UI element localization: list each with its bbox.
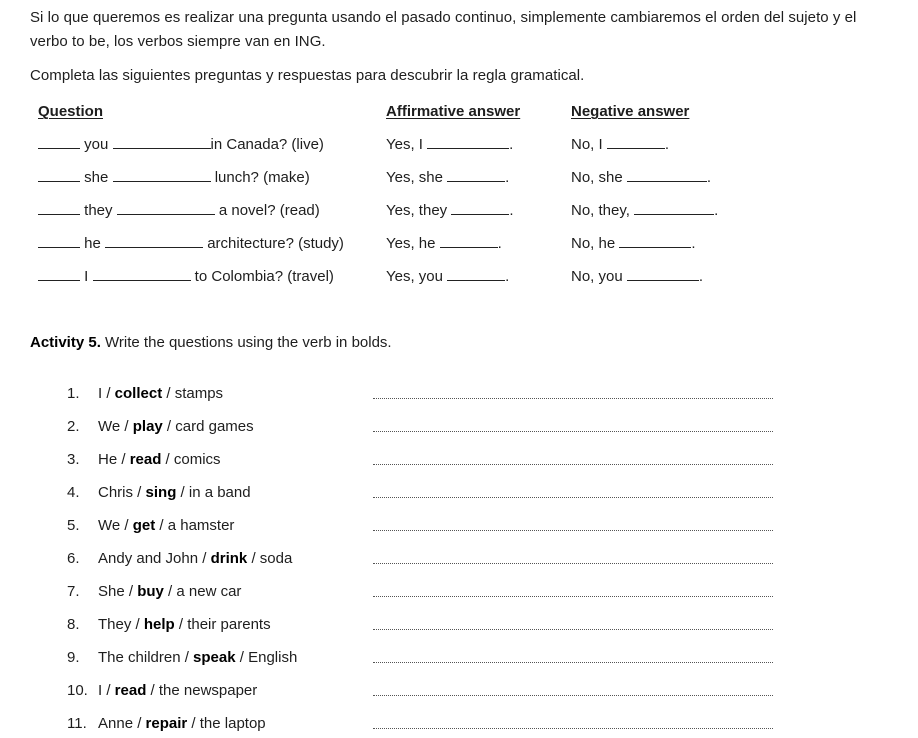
item-object: / English — [235, 649, 298, 666]
activity-instruction: Write the questions using the verb in bolds. — [100, 334, 392, 351]
activity-item — [67, 713, 266, 735]
activity-item — [67, 383, 223, 405]
answer-line[interactable] — [373, 464, 773, 465]
item-verb: read — [129, 451, 162, 468]
intro-paragraph: Si lo que queremos es realizar una pregunta usando el pasado continuo, simplemente cambiaremos el orden del sujeto y el verbo to be, los verbos siempre van en ING. — [30, 9, 857, 50]
item-verb: speak — [193, 649, 236, 666]
item-object: / comics — [161, 451, 221, 468]
period: . — [505, 169, 510, 186]
activity-label: Activity 5. — [30, 334, 101, 351]
question-rest: lunch? (make) — [210, 169, 310, 186]
item-verb: repair — [145, 715, 188, 732]
negative-blank[interactable] — [627, 167, 707, 182]
item-object: / stamps — [162, 385, 224, 402]
question-rest: a novel? (read) — [214, 202, 320, 219]
affirmative-answer — [386, 200, 514, 221]
verb-blank[interactable] — [113, 167, 211, 182]
question-row — [38, 167, 310, 188]
answer-line[interactable] — [373, 398, 773, 399]
negative-prefix: No, I — [571, 136, 607, 153]
answer-line[interactable] — [373, 695, 773, 696]
answer-line[interactable] — [373, 431, 773, 432]
negative-answer — [571, 134, 669, 155]
item-object: / the newspaper — [146, 682, 258, 699]
period: . — [698, 268, 704, 285]
question-subject: she — [80, 169, 113, 186]
negative-blank[interactable] — [634, 200, 714, 215]
negative-answer — [571, 167, 711, 188]
instruction-paragraph: Completa las siguientes preguntas y respuestas para descubrir la regla gramatical. — [30, 67, 585, 84]
activity-item — [67, 614, 271, 636]
answer-line[interactable] — [373, 728, 773, 729]
question-rest: to Colombia? (travel) — [190, 268, 334, 285]
item-verb: get — [132, 517, 156, 534]
item-verb: collect — [114, 385, 163, 402]
affirmative-blank[interactable] — [440, 233, 498, 248]
item-subject: He / — [98, 451, 130, 468]
item-number: 2. — [67, 418, 80, 435]
affirmative-blank[interactable] — [447, 167, 505, 182]
affirmative-blank[interactable] — [447, 266, 505, 281]
question-subject: I — [80, 268, 93, 285]
answer-line[interactable] — [373, 497, 773, 498]
affirmative-prefix: Yes, they — [386, 202, 452, 219]
auxiliary-blank[interactable] — [38, 134, 80, 149]
item-subject: Anne / — [98, 715, 146, 732]
question-rest: architecture? (study) — [203, 235, 344, 252]
item-verb: drink — [210, 550, 248, 567]
activity-item — [67, 680, 257, 702]
activity-item — [67, 416, 254, 438]
negative-prefix: No, he — [571, 235, 620, 252]
item-subject: The children / — [98, 649, 194, 666]
verb-blank[interactable] — [113, 134, 211, 149]
negative-blank[interactable] — [627, 266, 699, 281]
period: . — [509, 136, 514, 153]
question-row — [38, 266, 334, 287]
item-object: / soda — [247, 550, 293, 567]
item-object: / card games — [162, 418, 254, 435]
item-subject: I / — [98, 385, 115, 402]
item-object: / the laptop — [187, 715, 266, 732]
item-object: / a new car — [163, 583, 242, 600]
affirmative-blank[interactable] — [451, 200, 509, 215]
item-number: 7. — [67, 583, 80, 600]
item-number: 10. — [67, 682, 88, 699]
answer-line[interactable] — [373, 563, 773, 564]
period: . — [691, 235, 696, 252]
negative-blank[interactable] — [619, 233, 691, 248]
negative-answer — [571, 233, 696, 254]
affirmative-answer — [386, 167, 509, 188]
item-subject: Chris / — [98, 484, 146, 501]
activity-item — [67, 482, 251, 504]
negative-answer — [571, 200, 718, 221]
period: . — [509, 202, 514, 219]
item-number: 6. — [67, 550, 80, 567]
question-subject: you — [80, 136, 113, 153]
item-verb: read — [114, 682, 147, 699]
item-object: / in a band — [176, 484, 251, 501]
affirmative-answer — [386, 233, 502, 254]
activity-title — [30, 333, 392, 353]
activity-item — [67, 548, 292, 570]
affirmative-answer — [386, 134, 513, 155]
question-subject: they — [80, 202, 117, 219]
affirmative-blank[interactable] — [427, 134, 509, 149]
item-verb: buy — [137, 583, 164, 600]
header-negative: Negative answer — [571, 103, 690, 120]
verb-blank[interactable] — [105, 233, 203, 248]
answer-line[interactable] — [373, 530, 773, 531]
period: . — [706, 169, 712, 186]
item-subject: We / — [98, 418, 133, 435]
period: . — [714, 202, 719, 219]
item-verb: sing — [145, 484, 177, 501]
item-number: 11. — [67, 715, 87, 732]
item-subject: I / — [98, 682, 115, 699]
period: . — [497, 235, 502, 252]
answer-line[interactable] — [373, 629, 773, 630]
negative-prefix: No, you — [571, 268, 627, 285]
period: . — [664, 136, 670, 153]
item-object: / their parents — [174, 616, 271, 633]
answer-line[interactable] — [373, 662, 773, 663]
item-number: 4. — [67, 484, 80, 501]
affirmative-prefix: Yes, he — [386, 235, 440, 252]
item-verb: help — [143, 616, 175, 633]
item-number: 5. — [67, 517, 80, 534]
header-question: Question — [38, 103, 104, 120]
question-subject: he — [80, 235, 106, 252]
item-number: 1. — [67, 385, 80, 402]
affirmative-prefix: Yes, she — [386, 169, 448, 186]
auxiliary-blank[interactable] — [38, 167, 80, 182]
item-subject: We / — [98, 517, 133, 534]
item-number: 8. — [67, 616, 80, 633]
period: . — [505, 268, 510, 285]
affirmative-answer — [386, 266, 509, 287]
auxiliary-blank[interactable] — [38, 266, 80, 281]
negative-prefix: No, she — [571, 169, 627, 186]
item-number: 3. — [67, 451, 80, 468]
question-row — [38, 233, 344, 254]
header-affirmative: Affirmative answer — [386, 103, 521, 120]
auxiliary-blank[interactable] — [38, 233, 80, 248]
question-row — [38, 134, 324, 155]
item-verb: play — [132, 418, 163, 435]
activity-item — [67, 581, 241, 603]
activity-item — [67, 647, 297, 669]
auxiliary-blank[interactable] — [38, 200, 80, 215]
verb-blank[interactable] — [93, 266, 191, 281]
item-subject: She / — [98, 583, 138, 600]
negative-answer — [571, 266, 703, 287]
negative-prefix: No, they, — [571, 202, 635, 219]
verb-blank[interactable] — [117, 200, 215, 215]
negative-blank[interactable] — [607, 134, 665, 149]
item-number: 9. — [67, 649, 80, 666]
item-subject: They / — [98, 616, 144, 633]
answer-line[interactable] — [373, 596, 773, 597]
question-row — [38, 200, 320, 221]
question-rest: in Canada? (live) — [210, 136, 324, 153]
affirmative-prefix: Yes, you — [386, 268, 448, 285]
item-subject: Andy and John / — [98, 550, 211, 567]
affirmative-prefix: Yes, I — [386, 136, 428, 153]
item-object: / a hamster — [155, 517, 235, 534]
activity-item — [67, 449, 221, 471]
activity-item — [67, 515, 234, 537]
